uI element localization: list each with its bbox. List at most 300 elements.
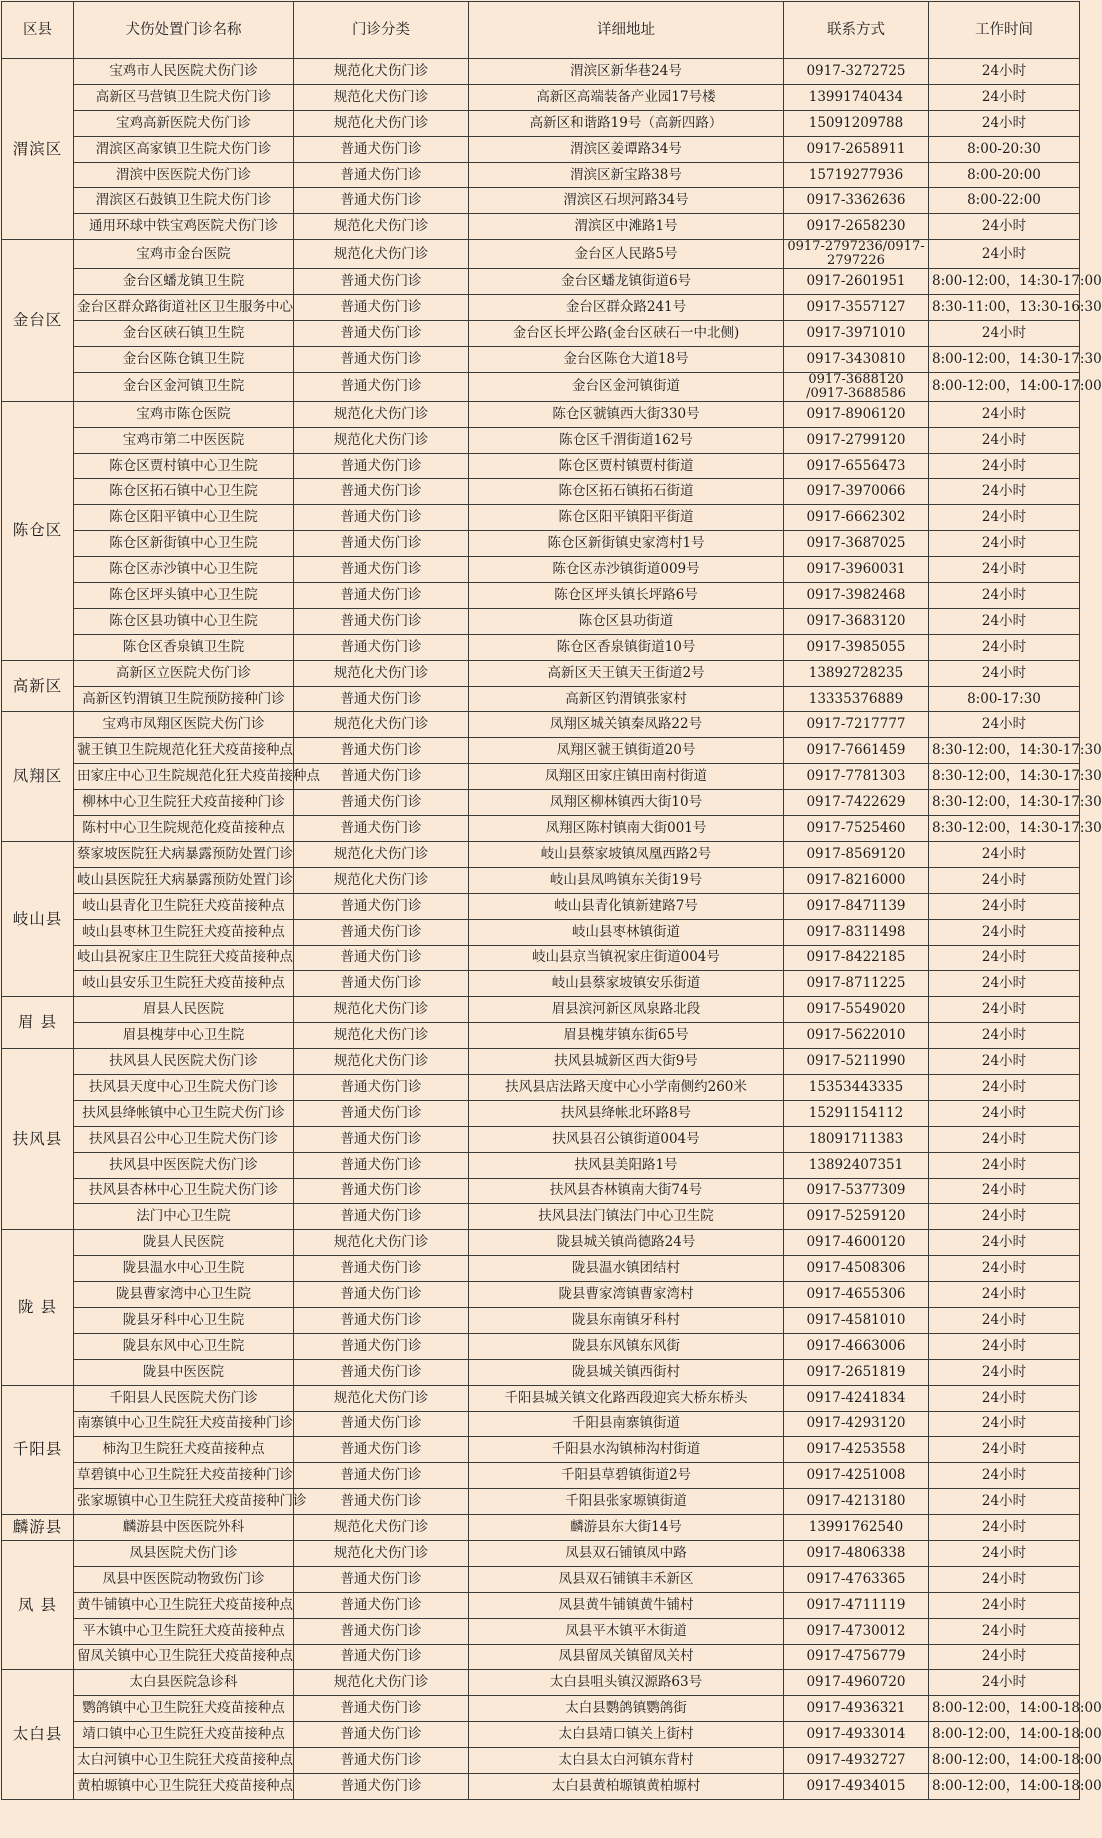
- address-cell: 陈仓区贾村镇贾村街道: [469, 453, 784, 479]
- clinic-name-cell: 凤县中医医院动物致伤门诊: [74, 1566, 294, 1592]
- clinic-type-cell: 规范化犬伤门诊: [294, 1230, 469, 1256]
- clinic-type-cell: 普通犬伤门诊: [294, 634, 469, 660]
- clinic-type-cell: 普通犬伤门诊: [294, 557, 469, 583]
- county-cell: 太白县: [2, 1670, 74, 1799]
- contact-cell: 0917-2651819: [784, 1359, 929, 1385]
- hours-cell: 24小时: [929, 1152, 1080, 1178]
- clinic-type-cell: 普通犬伤门诊: [294, 479, 469, 505]
- clinic-name-cell: 陈仓区拓石镇中心卫生院: [74, 479, 294, 505]
- clinic-type-cell: 普通犬伤门诊: [294, 816, 469, 842]
- contact-cell: 0917-5622010: [784, 1023, 929, 1049]
- address-cell: 岐山县枣林镇街道: [469, 919, 784, 945]
- county-cell: 眉 县: [2, 997, 74, 1049]
- table-row: [2, 1618, 1080, 1644]
- contact-cell: 0917-4806338: [784, 1540, 929, 1566]
- hours-cell: 24小时: [929, 214, 1080, 240]
- clinic-type-cell: 普通犬伤门诊: [294, 1152, 469, 1178]
- hours-cell: 24小时: [929, 867, 1080, 893]
- contact-cell: 0917-7217777: [784, 712, 929, 738]
- address-cell: 金台区蟠龙镇街道6号: [469, 269, 784, 295]
- clinic-name-cell: 高新区立医院犬伤门诊: [74, 660, 294, 686]
- clinic-name-cell: 柿沟卫生院狂犬疫苗接种点: [74, 1437, 294, 1463]
- clinic-name-cell: 扶风县天度中心卫生院犬伤门诊: [74, 1074, 294, 1100]
- table-row: [2, 1204, 1080, 1230]
- clinic-type-cell: 普通犬伤门诊: [294, 971, 469, 997]
- clinic-name-cell: 扶风县人民医院犬伤门诊: [74, 1049, 294, 1075]
- address-cell: 陈仓区新街镇史家湾村1号: [469, 531, 784, 557]
- hours-cell: 24小时: [929, 401, 1080, 427]
- table-row: [2, 764, 1080, 790]
- contact-cell: 0917-3557127: [784, 295, 929, 321]
- hours-cell: 8:00-12:00，14:00-17:00: [929, 372, 1080, 401]
- table-row: [2, 997, 1080, 1023]
- table-row: [2, 321, 1080, 347]
- contact-cell: 13991762540: [784, 1515, 929, 1541]
- hours-cell: 24小时: [929, 583, 1080, 609]
- hours-cell: 24小时: [929, 427, 1080, 453]
- address-cell: 陈仓区坪头镇长坪路6号: [469, 583, 784, 609]
- clinic-type-cell: 规范化犬伤门诊: [294, 1385, 469, 1411]
- clinic-type-cell: 规范化犬伤门诊: [294, 84, 469, 110]
- clinic-type-cell: 普通犬伤门诊: [294, 188, 469, 214]
- address-cell: 太白县咀头镇汉源路63号: [469, 1670, 784, 1696]
- header-hours: 工作时间: [929, 2, 1080, 59]
- address-cell: 凤县双石铺镇凤中路: [469, 1540, 784, 1566]
- table-row: [2, 1670, 1080, 1696]
- hours-cell: 24小时: [929, 1100, 1080, 1126]
- table-row: [2, 1566, 1080, 1592]
- clinic-name-cell: 虢王镇卫生院规范化狂犬疫苗接种点: [74, 738, 294, 764]
- hours-cell: 24小时: [929, 712, 1080, 738]
- clinic-name-cell: 宝鸡市陈仓医院: [74, 401, 294, 427]
- contact-cell: 15291154112: [784, 1100, 929, 1126]
- clinic-type-cell: 普通犬伤门诊: [294, 1411, 469, 1437]
- address-cell: 渭滨区新宝路38号: [469, 162, 784, 188]
- clinic-type-cell: 规范化犬伤门诊: [294, 1049, 469, 1075]
- hours-cell: 24小时: [929, 971, 1080, 997]
- table-row: [2, 712, 1080, 738]
- clinic-name-cell: 陇县中医医院: [74, 1359, 294, 1385]
- contact-cell: 0917-2601951: [784, 269, 929, 295]
- clinic-type-cell: 普通犬伤门诊: [294, 372, 469, 401]
- clinic-type-cell: 普通犬伤门诊: [294, 531, 469, 557]
- hours-cell: 24小时: [929, 1049, 1080, 1075]
- hours-cell: 24小时: [929, 1489, 1080, 1515]
- table-row: [2, 1411, 1080, 1437]
- contact-cell: 0917-4655306: [784, 1282, 929, 1308]
- contact-cell: 0917-8711225: [784, 971, 929, 997]
- address-cell: 渭滨区中滩路1号: [469, 214, 784, 240]
- contact-cell: 0917-3960031: [784, 557, 929, 583]
- address-cell: 太白县太白河镇东背村: [469, 1748, 784, 1774]
- table-row: [2, 1307, 1080, 1333]
- clinic-name-cell: 陇县人民医院: [74, 1230, 294, 1256]
- contact-cell: 0917-2658911: [784, 136, 929, 162]
- hours-cell: 8:30-12:00，14:30-17:30: [929, 790, 1080, 816]
- clinic-type-cell: 规范化犬伤门诊: [294, 1023, 469, 1049]
- clinic-type-cell: 规范化犬伤门诊: [294, 997, 469, 1023]
- clinic-name-cell: 柳林中心卫生院狂犬疫苗接种门诊: [74, 790, 294, 816]
- contact-cell: 0917-4934015: [784, 1774, 929, 1800]
- clinic-name-cell: 陇县牙科中心卫生院: [74, 1307, 294, 1333]
- table-row: [2, 84, 1080, 110]
- clinic-name-cell: 陈仓区坪头镇中心卫生院: [74, 583, 294, 609]
- contact-cell: 0917-5259120: [784, 1204, 929, 1230]
- address-cell: 金台区金河镇街道: [469, 372, 784, 401]
- contact-cell: 13892728235: [784, 660, 929, 686]
- contact-cell: 0917-4932727: [784, 1748, 929, 1774]
- contact-cell: 0917-7422629: [784, 790, 929, 816]
- hours-cell: 24小时: [929, 1437, 1080, 1463]
- hours-cell: 8:00-12:00，14:00-18:00: [929, 1722, 1080, 1748]
- table-row: [2, 372, 1080, 401]
- hours-cell: 24小时: [929, 531, 1080, 557]
- table-row: [2, 841, 1080, 867]
- clinic-type-cell: 规范化犬伤门诊: [294, 841, 469, 867]
- contact-cell: 0917-8422185: [784, 945, 929, 971]
- address-cell: 太白县鹦鸽镇鹦鸽街: [469, 1696, 784, 1722]
- contact-cell: 0917-4293120: [784, 1411, 929, 1437]
- table-row: [2, 1592, 1080, 1618]
- address-cell: 凤翔区城关镇秦凤路22号: [469, 712, 784, 738]
- county-cell: 陈仓区: [2, 401, 74, 660]
- address-cell: 扶风县城新区西大街9号: [469, 1049, 784, 1075]
- clinic-type-cell: 普通犬伤门诊: [294, 1359, 469, 1385]
- clinic-name-cell: 平木镇中心卫生院狂犬疫苗接种点: [74, 1618, 294, 1644]
- hours-cell: 24小时: [929, 1670, 1080, 1696]
- contact-cell: 18091711383: [784, 1126, 929, 1152]
- table-row: [2, 971, 1080, 997]
- address-cell: 千阳县城关镇文化路西段迎宾大桥东桥头: [469, 1385, 784, 1411]
- clinic-type-cell: 普通犬伤门诊: [294, 1282, 469, 1308]
- table-header: [2, 2, 1080, 59]
- hours-cell: 24小时: [929, 240, 1080, 269]
- clinic-type-cell: 普通犬伤门诊: [294, 919, 469, 945]
- hours-cell: 24小时: [929, 1463, 1080, 1489]
- address-cell: 凤翔区田家庄镇田南村街道: [469, 764, 784, 790]
- address-cell: 陈仓区县功街道: [469, 608, 784, 634]
- clinic-name-cell: 蔡家坡医院狂犬病暴露预防处置门诊: [74, 841, 294, 867]
- address-cell: 千阳县草碧镇街道2号: [469, 1463, 784, 1489]
- table-row: [2, 214, 1080, 240]
- address-cell: 岐山县京当镇祝家庄街道004号: [469, 945, 784, 971]
- contact-cell: 0917-3982468: [784, 583, 929, 609]
- clinic-name-cell: 金台区群众路街道社区卫生服务中心: [74, 295, 294, 321]
- address-cell: 陈仓区千渭街道162号: [469, 427, 784, 453]
- clinic-type-cell: 普通犬伤门诊: [294, 1100, 469, 1126]
- clinic-name-cell: 金台区硖石镇卫生院: [74, 321, 294, 347]
- address-cell: 金台区人民路5号: [469, 240, 784, 269]
- hours-cell: 8:00-17:30: [929, 686, 1080, 712]
- table-row: [2, 557, 1080, 583]
- clinic-name-cell: 张家塬镇中心卫生院狂犬疫苗接种门诊: [74, 1489, 294, 1515]
- table-row: [2, 1049, 1080, 1075]
- address-cell: 凤县平木镇平木街道: [469, 1618, 784, 1644]
- county-cell: 麟游县: [2, 1515, 74, 1541]
- clinic-type-cell: 普通犬伤门诊: [294, 1774, 469, 1800]
- table-row: [2, 1023, 1080, 1049]
- contact-cell: 0917-4763365: [784, 1566, 929, 1592]
- hours-cell: 24小时: [929, 110, 1080, 136]
- hours-cell: 24小时: [929, 1359, 1080, 1385]
- address-cell: 陈仓区香泉镇街道10号: [469, 634, 784, 660]
- table-row: [2, 1256, 1080, 1282]
- address-cell: 扶风县杏林镇南大街74号: [469, 1178, 784, 1204]
- table-row: [2, 583, 1080, 609]
- hours-cell: 24小时: [929, 505, 1080, 531]
- hours-cell: 24小时: [929, 1230, 1080, 1256]
- clinic-type-cell: 普通犬伤门诊: [294, 162, 469, 188]
- hours-cell: 24小时: [929, 1256, 1080, 1282]
- contact-cell: 0917-3683120: [784, 608, 929, 634]
- table-row: [2, 1359, 1080, 1385]
- address-cell: 岐山县蔡家坡镇安乐街道: [469, 971, 784, 997]
- hours-cell: 24小时: [929, 1307, 1080, 1333]
- clinic-type-cell: 普通犬伤门诊: [294, 505, 469, 531]
- county-cell: 陇 县: [2, 1230, 74, 1385]
- clinic-name-cell: 金台区陈仓镇卫生院: [74, 346, 294, 372]
- contact-cell: 0917-7661459: [784, 738, 929, 764]
- clinic-name-cell: 岐山县枣林卫生院狂犬疫苗接种点: [74, 919, 294, 945]
- contact-cell: 0917-4213180: [784, 1489, 929, 1515]
- hours-cell: 24小时: [929, 1333, 1080, 1359]
- clinic-type-cell: 规范化犬伤门诊: [294, 1515, 469, 1541]
- county-cell: 凤 县: [2, 1540, 74, 1669]
- table-row: [2, 893, 1080, 919]
- hours-cell: 24小时: [929, 1282, 1080, 1308]
- clinic-type-cell: 普通犬伤门诊: [294, 583, 469, 609]
- county-cell: 扶风县: [2, 1049, 74, 1230]
- hours-cell: 24小时: [929, 1411, 1080, 1437]
- table-row: [2, 1748, 1080, 1774]
- hours-cell: 8:30-12:00，14:30-17:30: [929, 738, 1080, 764]
- clinic-type-cell: 普通犬伤门诊: [294, 1333, 469, 1359]
- clinic-type-cell: 普通犬伤门诊: [294, 1463, 469, 1489]
- clinic-type-cell: 普通犬伤门诊: [294, 136, 469, 162]
- address-cell: 凤翔区柳林镇西大街10号: [469, 790, 784, 816]
- contact-cell: 0917-6556473: [784, 453, 929, 479]
- contact-cell: 0917-2658230: [784, 214, 929, 240]
- address-cell: 金台区陈仓大道18号: [469, 346, 784, 372]
- address-cell: 岐山县凤鸣镇东关街19号: [469, 867, 784, 893]
- clinic-name-cell: 宝鸡市凤翔区医院犬伤门诊: [74, 712, 294, 738]
- table-row: [2, 660, 1080, 686]
- clinic-type-cell: 普通犬伤门诊: [294, 269, 469, 295]
- table-row: [2, 1178, 1080, 1204]
- clinic-type-cell: 规范化犬伤门诊: [294, 1670, 469, 1696]
- table-row: [2, 816, 1080, 842]
- hours-cell: 24小时: [929, 634, 1080, 660]
- address-cell: 麟游县东大街14号: [469, 1515, 784, 1541]
- clinic-name-cell: 扶风县中医医院犬伤门诊: [74, 1152, 294, 1178]
- clinic-name-cell: 千阳县人民医院犬伤门诊: [74, 1385, 294, 1411]
- hours-cell: 8:00-12:00，14:30-17:00: [929, 269, 1080, 295]
- hours-cell: 8:30-11:00，13:30-16:30: [929, 295, 1080, 321]
- hours-cell: 24小时: [929, 1023, 1080, 1049]
- contact-cell: 0917-8471139: [784, 893, 929, 919]
- clinic-name-cell: 金台区金河镇卫生院: [74, 372, 294, 401]
- address-cell: 高新区钓渭镇张家村: [469, 686, 784, 712]
- clinic-type-cell: 规范化犬伤门诊: [294, 240, 469, 269]
- clinic-name-cell: 田家庄中心卫生院规范化狂犬疫苗接种点: [74, 764, 294, 790]
- clinic-type-cell: 普通犬伤门诊: [294, 1126, 469, 1152]
- contact-cell: 0917-8569120: [784, 841, 929, 867]
- address-cell: 陇县曹家湾镇曹家湾村: [469, 1282, 784, 1308]
- clinic-type-cell: 普通犬伤门诊: [294, 295, 469, 321]
- table-row: [2, 1437, 1080, 1463]
- table-row: [2, 162, 1080, 188]
- contact-cell: 13892407351: [784, 1152, 929, 1178]
- table-row: [2, 136, 1080, 162]
- contact-cell: 0917-3688120 /0917-3688586: [784, 372, 929, 401]
- table-row: [2, 945, 1080, 971]
- contact-cell: 0917-4253558: [784, 1437, 929, 1463]
- table-row: [2, 1100, 1080, 1126]
- hours-cell: 8:30-12:00，14:30-17:30: [929, 764, 1080, 790]
- table-row: [2, 738, 1080, 764]
- address-cell: 陇县城关镇西街村: [469, 1359, 784, 1385]
- clinic-type-cell: 普通犬伤门诊: [294, 764, 469, 790]
- hours-cell: 24小时: [929, 479, 1080, 505]
- address-cell: 眉县槐芽镇东街65号: [469, 1023, 784, 1049]
- table-row: [2, 1385, 1080, 1411]
- clinic-type-cell: 普通犬伤门诊: [294, 738, 469, 764]
- clinic-name-cell: 渭滨区高家镇卫生院犬伤门诊: [74, 136, 294, 162]
- clinic-type-cell: 普通犬伤门诊: [294, 1307, 469, 1333]
- table-row: [2, 1774, 1080, 1800]
- hours-cell: 8:30-12:00，14:30-17:30: [929, 816, 1080, 842]
- contact-cell: 0917-3687025: [784, 531, 929, 557]
- table-row: [2, 1126, 1080, 1152]
- clinic-name-cell: 陇县曹家湾中心卫生院: [74, 1282, 294, 1308]
- hours-cell: 24小时: [929, 893, 1080, 919]
- hours-cell: 8:00-20:30: [929, 136, 1080, 162]
- address-cell: 陇县城关镇尚德路24号: [469, 1230, 784, 1256]
- clinic-type-cell: 普通犬伤门诊: [294, 1696, 469, 1722]
- table-row: [2, 346, 1080, 372]
- county-cell: 岐山县: [2, 841, 74, 996]
- hours-cell: 24小时: [929, 1618, 1080, 1644]
- table-row: [2, 1333, 1080, 1359]
- address-cell: 太白县靖口镇关上街村: [469, 1722, 784, 1748]
- contact-cell: 0917-4936321: [784, 1696, 929, 1722]
- table-row: [2, 1074, 1080, 1100]
- address-cell: 千阳县南寨镇街道: [469, 1411, 784, 1437]
- contact-cell: 0917-3970066: [784, 479, 929, 505]
- address-cell: 陈仓区阳平镇阳平街道: [469, 505, 784, 531]
- clinic-name-cell: 宝鸡市第二中医医院: [74, 427, 294, 453]
- clinic-name-cell: 眉县人民医院: [74, 997, 294, 1023]
- table-row: [2, 686, 1080, 712]
- clinic-name-cell: 岐山县安乐卫生院狂犬疫苗接种点: [74, 971, 294, 997]
- address-cell: 渭滨区新华巷24号: [469, 59, 784, 85]
- table-row: [2, 1152, 1080, 1178]
- hours-cell: 24小时: [929, 1204, 1080, 1230]
- clinic-type-cell: 普通犬伤门诊: [294, 1722, 469, 1748]
- clinic-name-cell: 渭滨区石鼓镇卫生院犬伤门诊: [74, 188, 294, 214]
- hours-cell: 8:00-12:00，14:30-17:30: [929, 346, 1080, 372]
- table-row: [2, 1540, 1080, 1566]
- contact-cell: 0917-4241834: [784, 1385, 929, 1411]
- clinic-name-cell: 黄牛铺镇中心卫生院狂犬疫苗接种点: [74, 1592, 294, 1618]
- address-cell: 千阳县张家塬镇街道: [469, 1489, 784, 1515]
- hours-cell: 24小时: [929, 997, 1080, 1023]
- clinic-type-cell: 规范化犬伤门诊: [294, 401, 469, 427]
- county-cell: 金台区: [2, 240, 74, 402]
- contact-cell: 0917-8311498: [784, 919, 929, 945]
- hours-cell: 24小时: [929, 1385, 1080, 1411]
- contact-cell: 0917-4711119: [784, 1592, 929, 1618]
- hours-cell: 24小时: [929, 608, 1080, 634]
- hours-cell: 24小时: [929, 660, 1080, 686]
- address-cell: 高新区天王镇天王街道2号: [469, 660, 784, 686]
- contact-cell: 13335376889: [784, 686, 929, 712]
- county-cell: 高新区: [2, 660, 74, 712]
- table-row: [2, 401, 1080, 427]
- hours-cell: 24小时: [929, 1592, 1080, 1618]
- clinic-name-cell: 扶风县杏林中心卫生院犬伤门诊: [74, 1178, 294, 1204]
- clinic-name-cell: 高新区钓渭镇卫生院预防接种门诊: [74, 686, 294, 712]
- table-row: [2, 188, 1080, 214]
- address-cell: 岐山县蔡家坡镇凤凰西路2号: [469, 841, 784, 867]
- clinic-name-cell: 陈仓区贾村镇中心卫生院: [74, 453, 294, 479]
- clinic-name-cell: 靖口镇中心卫生院狂犬疫苗接种点: [74, 1722, 294, 1748]
- clinic-name-cell: 麟游县中医医院外科: [74, 1515, 294, 1541]
- clinic-type-cell: 普通犬伤门诊: [294, 1566, 469, 1592]
- rabies-clinic-table: [1, 1, 1102, 1800]
- table-row: [2, 427, 1080, 453]
- address-cell: 扶风县绛帐北环路8号: [469, 1100, 784, 1126]
- clinic-name-cell: 岐山县青化卫生院狂犬疫苗接种点: [74, 893, 294, 919]
- clinic-type-cell: 规范化犬伤门诊: [294, 110, 469, 136]
- clinic-type-cell: 规范化犬伤门诊: [294, 867, 469, 893]
- address-cell: 陈仓区拓石镇拓石街道: [469, 479, 784, 505]
- contact-cell: 13991740434: [784, 84, 929, 110]
- clinic-name-cell: 宝鸡市人民医院犬伤门诊: [74, 59, 294, 85]
- hours-cell: 24小时: [929, 1126, 1080, 1152]
- address-cell: 凤翔区陈村镇南大街001号: [469, 816, 784, 842]
- clinic-type-cell: 普通犬伤门诊: [294, 1748, 469, 1774]
- clinic-name-cell: 通用环球中铁宝鸡医院犬伤门诊: [74, 214, 294, 240]
- contact-cell: 0917-3430810: [784, 346, 929, 372]
- clinic-type-cell: 普通犬伤门诊: [294, 1178, 469, 1204]
- address-cell: 渭滨区石坝河路34号: [469, 188, 784, 214]
- hours-cell: 8:00-12:00，14:00-18:00: [929, 1748, 1080, 1774]
- address-cell: 金台区群众路241号: [469, 295, 784, 321]
- clinic-name-cell: 扶风县绛帐镇中心卫生院犬伤门诊: [74, 1100, 294, 1126]
- contact-cell: 0917-4600120: [784, 1230, 929, 1256]
- address-cell: 陇县东南镇牙科村: [469, 1307, 784, 1333]
- county-cell: 渭滨区: [2, 59, 74, 240]
- clinic-type-cell: 普通犬伤门诊: [294, 1256, 469, 1282]
- hours-cell: 24小时: [929, 321, 1080, 347]
- contact-cell: 0917-4730012: [784, 1618, 929, 1644]
- address-cell: 扶风县召公镇街道004号: [469, 1126, 784, 1152]
- clinic-name-cell: 宝鸡高新医院犬伤门诊: [74, 110, 294, 136]
- clinic-type-cell: 普通犬伤门诊: [294, 1204, 469, 1230]
- clinic-type-cell: 普通犬伤门诊: [294, 790, 469, 816]
- clinic-type-cell: 普通犬伤门诊: [294, 321, 469, 347]
- clinic-name-cell: 陈仓区赤沙镇中心卫生院: [74, 557, 294, 583]
- clinic-type-cell: 普通犬伤门诊: [294, 686, 469, 712]
- clinic-name-cell: 黄柏塬镇中心卫生院狂犬疫苗接种点: [74, 1774, 294, 1800]
- address-cell: 渭滨区姜谭路34号: [469, 136, 784, 162]
- header-clinic-type: 门诊分类: [294, 2, 469, 59]
- hours-cell: 24小时: [929, 841, 1080, 867]
- clinic-name-cell: 凤县医院犬伤门诊: [74, 1540, 294, 1566]
- county-cell: 凤翔区: [2, 712, 74, 841]
- table-row: [2, 1722, 1080, 1748]
